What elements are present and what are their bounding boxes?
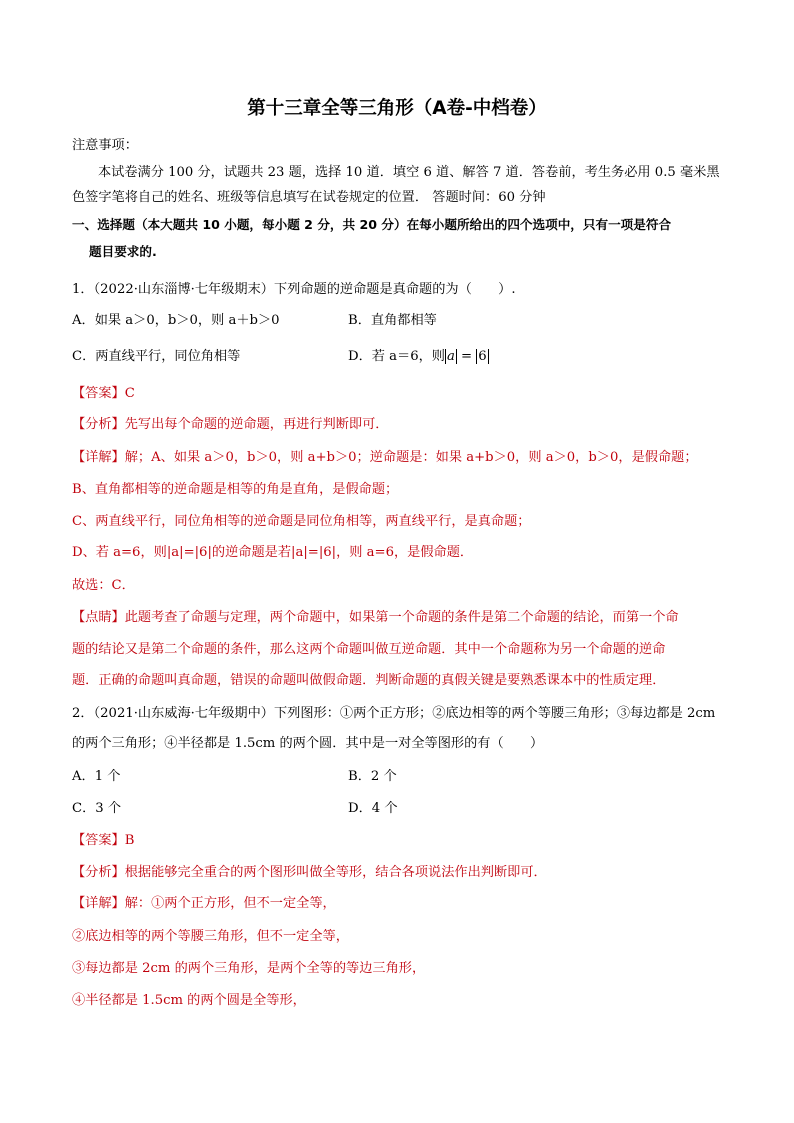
notice-heading: 注意事项： (72, 138, 138, 153)
q2-analysis (72, 863, 547, 883)
q1-point-1-text: 此题考查了命题与定理，两个命题中，如果第一个命题的条件是第二个命题的结论，而第一个命 (124, 610, 679, 625)
q1-detail-tag: 【详解】 (72, 450, 125, 465)
q2-detail-4: ④半径都是 1.5cm 的两个圆是全等形， (72, 993, 306, 1008)
q2-detail-tag: 【详解】 (72, 896, 125, 911)
q1-option-d-equals: = (456, 349, 477, 364)
q1-option-b: B．直角都相等 (348, 313, 437, 328)
q2-answer-tag: 【答案】 (72, 833, 125, 848)
q1-answer (72, 384, 135, 404)
q1-point-1 (72, 608, 679, 628)
q2-option-a: A．1 个 (72, 769, 121, 784)
q1-point-3: 题．正确的命题叫真命题，错误的命题叫做假命题．判断命题的真假关键是要熟悉课本中的性质定理． (72, 673, 666, 688)
q1-choose: 故选：C． (72, 578, 135, 593)
q2-answer (72, 831, 134, 851)
q1-option-d (348, 347, 489, 367)
q2-option-d: D．4 个 (348, 801, 398, 816)
q1-answer-tag: 【答案】 (72, 386, 125, 401)
q2-stem-1: 2．（2021·山东威海·七年级期中）下列图形：①两个正方形；②底边相等的两个等腰三角形；③每边都是 2cm (72, 706, 716, 721)
q2-option-c: C．3 个 (72, 801, 122, 816)
q2-analysis-tag: 【分析】 (72, 865, 125, 880)
q2-analysis-text: 根据能够完全重合的两个图形叫做全等形，结合各项说法作出判断即可． (124, 865, 547, 880)
notice-line-2: 色签字笔将自己的姓名、班级等信息填写在试卷规定的位置． 答题时间：60 分钟 (72, 190, 546, 205)
q1-analysis-text: 先写出每个命题的逆命题，再进行判断即可． (124, 417, 389, 432)
q1-option-d-abs-a: a (446, 349, 455, 364)
q2-detail-1-text: 解：①两个正方形，但不一定全等， (124, 896, 336, 911)
q1-option-c: C．两直线平行，同位角相等 (72, 349, 241, 364)
section-heading-line-2: 题目要求的. (89, 244, 157, 259)
page-title: 第十三章全等三角形（A卷-中档卷） (247, 98, 547, 119)
q1-detail-3: C、两直线平行，同位角相等的逆命题是同位角相等，两直线平行，是真命题； (72, 514, 531, 529)
q2-detail-2: ②底边相等的两个等腰三角形，但不一定全等， (72, 929, 349, 944)
q1-point-2: 题的结论又是第二个命题的条件，那么这两个命题叫做互逆命题．其中一个命题称为另一个命题的逆命 (72, 642, 666, 657)
q1-option-d-abs-6: 6 (478, 349, 487, 364)
q1-option-a: A．如果 a＞0，b＞0，则 a＋b＞0 (72, 313, 280, 328)
q1-point-tag: 【点睛】 (72, 610, 125, 625)
q2-answer-value: B (124, 833, 135, 848)
q1-answer-value: C (124, 386, 135, 401)
notice-line-1: 本试卷满分 100 分，试题共 23 题，选择 10 道．填空 6 道、解答 7 道．答卷前，考生务必用 0.5 毫米黑 (98, 165, 720, 180)
q2-stem-2: 的两个三角形；④半径都是 1.5cm 的两个圆．其中是一对全等图形的有（ ） (72, 736, 544, 751)
q1-detail-1-text: 解；A、如果 a＞0，b＞0，则 a+b＞0；逆命题是：如果 a+b＞0，则 a＞0，b＞0，是假命题； (124, 450, 698, 465)
section-heading-line-1: 一、选择题（本大题共 10 小题，每小题 2 分，共 20 分）在每小题所给出的四个选项中，只有一项是符合 (72, 217, 672, 232)
q2-option-b: B．2 个 (348, 769, 397, 784)
q2-detail-3: ③每边都是 2cm 的两个三角形，是两个全等的等边三角形， (72, 961, 426, 976)
q1-detail-4: D、若 a=6，则|a|=|6|的逆命题是若|a|=|6|，则 a=6，是假命题． (72, 545, 474, 560)
q1-detail-1 (72, 448, 698, 468)
q1-stem: 1．（2022·山东淄博·七年级期末）下列命题的逆命题是真命题的为（ ）. (72, 282, 516, 297)
q1-detail-2: B、直角都相等的逆命题是相等的角是直角，是假命题； (72, 482, 399, 497)
q1-analysis (72, 415, 389, 435)
q1-option-d-prefix: D．若 a＝6，则 (348, 349, 445, 364)
q2-detail-1 (72, 894, 336, 914)
q1-analysis-tag: 【分析】 (72, 417, 125, 432)
